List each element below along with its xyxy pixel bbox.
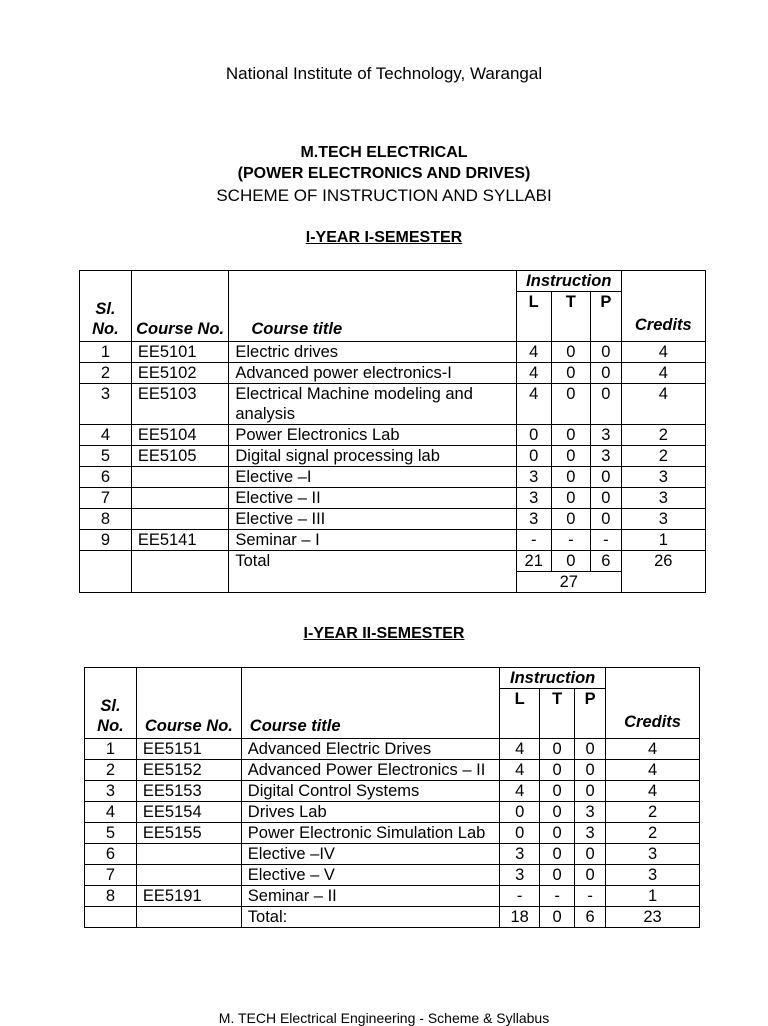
tutorial-hours-cell: 0: [540, 760, 575, 781]
total-sl-cell: [80, 551, 132, 593]
practical-hours-cell: 0: [575, 781, 606, 802]
sl-no-cell: 5: [80, 446, 132, 467]
table-row: [80, 530, 706, 551]
course-title-header: Course title: [229, 271, 517, 342]
total-credits: 26: [621, 551, 705, 593]
table-row: [85, 823, 700, 844]
practical-hours-cell: 0: [591, 363, 621, 384]
lecture-hours-cell: 0: [500, 823, 540, 844]
practical-hours-cell: 3: [591, 446, 621, 467]
course-no-cell: [136, 865, 241, 886]
sl-no-cell: 3: [85, 781, 137, 802]
course-no-cell: EE5153: [136, 781, 241, 802]
program-title: M.TECH ELECTRICAL: [300, 144, 468, 161]
lecture-hours-cell: 0: [516, 425, 551, 446]
semester-1-heading: I-YEAR I-SEMESTER: [305, 229, 463, 246]
course-no-cell: [136, 844, 241, 865]
table-row: [80, 446, 706, 467]
course-no-cell: EE5102: [131, 363, 229, 384]
practical-hours-cell: -: [591, 530, 621, 551]
course-no-cell: EE5154: [136, 802, 241, 823]
total-sl-cell: [85, 907, 137, 928]
tutorial-hours-cell: 0: [551, 467, 591, 488]
total-tutorial-hours: 0: [540, 907, 575, 928]
tutorial-hours-cell: 0: [551, 425, 591, 446]
credits-cell: 4: [621, 384, 705, 425]
credits-cell: 3: [621, 509, 705, 530]
tutorial-hours-cell: 0: [551, 342, 591, 363]
l-header: L: [516, 292, 551, 342]
sl-no-cell: 8: [80, 509, 132, 530]
sl-no-cell: 5: [85, 823, 137, 844]
total-label: Total:: [241, 907, 499, 928]
course-no-cell: EE5151: [136, 739, 241, 760]
credits-cell: 4: [621, 342, 705, 363]
practical-hours-cell: -: [575, 886, 606, 907]
tutorial-hours-cell: -: [551, 530, 591, 551]
sl-no-cell: 3: [80, 384, 132, 425]
course-title-cell: Elective – V: [241, 865, 499, 886]
sl-no-cell: 6: [85, 844, 137, 865]
sl-no-cell: 4: [85, 802, 137, 823]
credits-cell: 3: [621, 488, 705, 509]
practical-hours-cell: 0: [575, 844, 606, 865]
lecture-hours-cell: 0: [500, 802, 540, 823]
practical-hours-cell: 0: [575, 760, 606, 781]
practical-hours-cell: 0: [591, 467, 621, 488]
credits-cell: 3: [606, 865, 700, 886]
course-no-cell: EE5104: [131, 425, 229, 446]
total-label: Total: [229, 551, 517, 593]
t-header: T: [551, 292, 591, 342]
course-title-cell: Advanced power electronics-I: [229, 363, 517, 384]
l-header: L: [500, 689, 540, 739]
sl-no-header: Sl. No.: [80, 271, 132, 342]
tutorial-hours-cell: 0: [540, 865, 575, 886]
course-title-cell: Power Electronic Simulation Lab: [241, 823, 499, 844]
total-credits: 23: [606, 907, 700, 928]
total-lecture-hours: 18: [500, 907, 540, 928]
table-row: [80, 342, 706, 363]
sl-no-cell: 2: [80, 363, 132, 384]
course-title-cell: Digital Control Systems: [241, 781, 499, 802]
table-row: [80, 488, 706, 509]
tutorial-hours-cell: -: [540, 886, 575, 907]
sl-no-cell: 9: [80, 530, 132, 551]
scheme-title: SCHEME OF INSTRUCTION AND SYLLABI: [216, 186, 552, 205]
table-row: [85, 781, 700, 802]
credits-cell: 3: [621, 467, 705, 488]
sl-no-cell: 4: [80, 425, 132, 446]
course-title-cell: Elective –IV: [241, 844, 499, 865]
course-title-cell: Seminar – II: [241, 886, 499, 907]
tutorial-hours-cell: 0: [540, 844, 575, 865]
table-row: [80, 467, 706, 488]
practical-hours-cell: 3: [591, 425, 621, 446]
table-row: [85, 760, 700, 781]
total-course-no-cell: [131, 551, 229, 593]
sl-no-header: Sl. No.: [85, 668, 137, 739]
lecture-hours-cell: 4: [516, 384, 551, 425]
tutorial-hours-cell: 0: [540, 802, 575, 823]
tutorial-hours-cell: 0: [540, 739, 575, 760]
course-title-cell: Power Electronics Lab: [229, 425, 517, 446]
sl-no-cell: 2: [85, 760, 137, 781]
practical-hours-cell: 0: [575, 739, 606, 760]
practical-hours-cell: 3: [575, 802, 606, 823]
tutorial-hours-cell: 0: [551, 363, 591, 384]
sl-no-cell: 6: [80, 467, 132, 488]
credits-header: Credits: [606, 668, 700, 739]
course-no-cell: EE5103: [131, 384, 229, 425]
practical-hours-cell: 0: [591, 509, 621, 530]
total-lecture-hours: 21: [516, 551, 551, 572]
p-header: P: [591, 292, 621, 342]
practical-hours-cell: 0: [575, 865, 606, 886]
credits-cell: 2: [606, 802, 700, 823]
credits-cell: 1: [606, 886, 700, 907]
total-course-no-cell: [136, 907, 241, 928]
course-no-header: Course No.: [131, 271, 229, 342]
course-title-cell: Elective –I: [229, 467, 517, 488]
credits-cell: 4: [606, 781, 700, 802]
course-no-cell: [131, 509, 229, 530]
table-row: [80, 384, 706, 425]
credits-cell: 2: [621, 425, 705, 446]
credits-cell: 3: [606, 844, 700, 865]
course-title-cell: Electric drives: [229, 342, 517, 363]
course-title-cell: Seminar – I: [229, 530, 517, 551]
sl-no-cell: 7: [85, 865, 137, 886]
sl-no-cell: 1: [80, 342, 132, 363]
course-title-cell: Elective – III: [229, 509, 517, 530]
semester-2-heading: I-YEAR II-SEMESTER: [303, 625, 465, 642]
lecture-hours-cell: 3: [516, 467, 551, 488]
course-no-cell: EE5155: [136, 823, 241, 844]
lecture-hours-cell: -: [516, 530, 551, 551]
table-row: [85, 886, 700, 907]
credits-cell: 2: [621, 446, 705, 467]
sl-no-cell: 8: [85, 886, 137, 907]
credits-cell: 2: [606, 823, 700, 844]
tutorial-hours-cell: 0: [551, 384, 591, 425]
total-row: [80, 551, 706, 572]
sl-no-cell: 1: [85, 739, 137, 760]
course-title-cell: Advanced Electric Drives: [241, 739, 499, 760]
institute-name: National Institute of Technology, Warangal: [225, 64, 543, 83]
tutorial-hours-cell: 0: [540, 823, 575, 844]
page-footer: M. TECH Electrical Engineering - Scheme & Syllabus: [218, 1010, 550, 1026]
course-no-cell: EE5141: [131, 530, 229, 551]
lecture-hours-cell: 4: [500, 760, 540, 781]
semester-2-table: [84, 667, 700, 928]
tutorial-hours-cell: 0: [551, 446, 591, 467]
instruction-header: Instruction: [500, 668, 606, 689]
total-tutorial-hours: 0: [551, 551, 591, 572]
lecture-hours-cell: 4: [500, 781, 540, 802]
table-row: [85, 739, 700, 760]
lecture-hours-cell: 4: [516, 342, 551, 363]
credits-cell: 4: [621, 363, 705, 384]
semester-1-table: [79, 270, 706, 593]
course-no-cell: [131, 488, 229, 509]
table-row: [85, 802, 700, 823]
tutorial-hours-cell: 0: [551, 488, 591, 509]
course-no-cell: EE5152: [136, 760, 241, 781]
practical-hours-cell: 3: [575, 823, 606, 844]
t-header: T: [540, 689, 575, 739]
lecture-hours-cell: 3: [500, 844, 540, 865]
table-row: [85, 844, 700, 865]
practical-hours-cell: 0: [591, 342, 621, 363]
p-header: P: [575, 689, 606, 739]
course-title-cell: Drives Lab: [241, 802, 499, 823]
instruction-header: Instruction: [516, 271, 621, 292]
lecture-hours-cell: 3: [516, 509, 551, 530]
course-title-cell: Advanced Power Electronics – II: [241, 760, 499, 781]
credits-cell: 1: [621, 530, 705, 551]
credits-cell: 4: [606, 760, 700, 781]
lecture-hours-cell: 4: [500, 739, 540, 760]
course-title-cell: Digital signal processing lab: [229, 446, 517, 467]
total-practical-hours: 6: [591, 551, 621, 572]
table-row: [85, 865, 700, 886]
course-no-cell: EE5101: [131, 342, 229, 363]
course-title-header: Course title: [241, 668, 499, 739]
table-row: [80, 509, 706, 530]
program-specialization: (POWER ELECTRONICS AND DRIVES): [237, 165, 531, 182]
course-no-cell: EE5191: [136, 886, 241, 907]
credits-header: Credits: [621, 271, 705, 342]
total-row: [85, 907, 700, 928]
course-no-cell: EE5105: [131, 446, 229, 467]
table-row: [80, 425, 706, 446]
course-no-cell: [131, 467, 229, 488]
credits-cell: 4: [606, 739, 700, 760]
course-no-header: Course No.: [136, 668, 241, 739]
sl-no-cell: 7: [80, 488, 132, 509]
lecture-hours-cell: 4: [516, 363, 551, 384]
total-contact-hours: 27: [516, 572, 621, 593]
practical-hours-cell: 0: [591, 384, 621, 425]
tutorial-hours-cell: 0: [551, 509, 591, 530]
lecture-hours-cell: 3: [516, 488, 551, 509]
tutorial-hours-cell: 0: [540, 781, 575, 802]
lecture-hours-cell: -: [500, 886, 540, 907]
course-title-cell: Electrical Machine modeling and analysis: [229, 384, 517, 425]
lecture-hours-cell: 0: [516, 446, 551, 467]
table-row: [80, 363, 706, 384]
course-title-cell: Elective – II: [229, 488, 517, 509]
practical-hours-cell: 0: [591, 488, 621, 509]
total-practical-hours: 6: [575, 907, 606, 928]
lecture-hours-cell: 3: [500, 865, 540, 886]
